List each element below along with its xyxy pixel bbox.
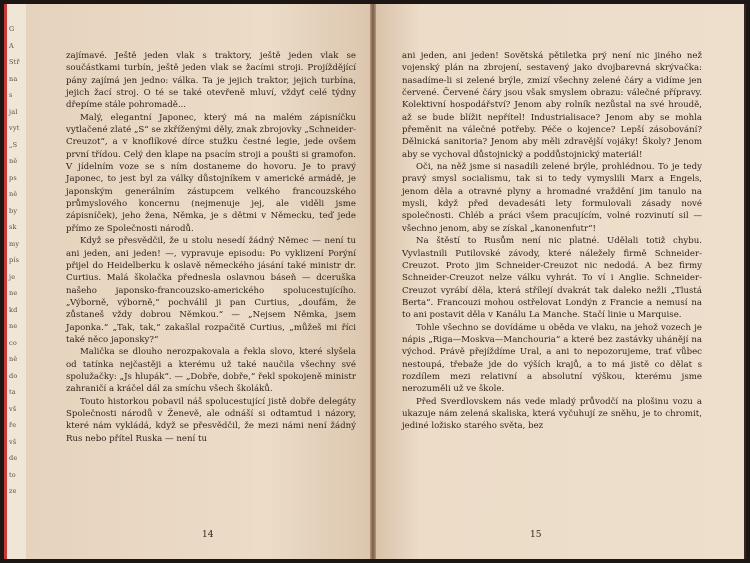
edge-text: A: [9, 41, 14, 50]
paragraph: Když se přesvědčil, že u stolu nesedí žádný Němec — není tu ani jeden, ani jeden! —, vypravuje episodu: Po vyklizení Porýní přijel do Heidelberku k oslavě německého jásání také ministr dr. Curtius. Malá školačka přednesla oslavnou báseň — dceruška našeho japonsko-francouzsko-amerického spolucestujícího. „Výborně, výborně,“ pochválil ji pan Curtius, „doufám, že zůstaneš vždy dobrou Němkou.“ — „Nejsem Němka, jsem Japonka.“ „Tak, tak,“ zakašlal rozpačitě Curtius, „můžeš mi říci také něco japonsky?“: [66, 236, 356, 345]
left-page-number: 14: [202, 530, 214, 540]
page-edge-strip: [4, 4, 7, 559]
edge-text: vš: [9, 437, 17, 446]
left-page-text: [66, 50, 356, 445]
edge-text: ta: [9, 388, 16, 396]
edge-text: do: [9, 371, 18, 380]
edge-text: ne: [9, 289, 18, 297]
edge-text: ně: [9, 190, 18, 198]
edge-text: ře: [9, 421, 17, 429]
edge-text: jal: [9, 107, 18, 116]
edge-text: ze: [9, 487, 17, 495]
edge-text: co: [9, 338, 17, 347]
edge-text: de: [9, 454, 18, 462]
edge-text: vyt: [9, 124, 20, 132]
right-page-text: [402, 50, 702, 433]
paragraph: Tohle všechno se dovídáme u oběda ve vlaku, na jehož vozech je nápis „Riga—Moskva—Manchouria“ a které bez zastávky uhánějí na východ. Právě přejíždíme Ural, a ani to nepozorujeme, trať vůbec nestoupá, třebaže jde do výších krajů, a to má jistě co dělat s rozdílem mezi relativní a absolutní výškou, kterému jsme nerozuměli už ve škole.: [402, 322, 702, 395]
right-page: [376, 4, 744, 559]
edge-text: ps: [9, 173, 17, 182]
edge-text: je: [9, 272, 16, 281]
edge-text: s: [9, 91, 13, 99]
edge-text: kd: [9, 305, 18, 314]
edge-text: to: [9, 470, 16, 479]
edge-text: by: [9, 206, 18, 215]
edge-text: G: [9, 25, 15, 33]
edge-text: vš: [9, 404, 17, 413]
previous-page-edge: [4, 4, 26, 559]
edge-text: my: [9, 239, 20, 248]
edge-text: sk: [9, 223, 17, 231]
edge-text: ně: [9, 355, 18, 363]
paragraph: Na štěstí to Rusům není nic platné. Udělali totiž chybu. Vyvlastnili Putilovské závody, které náležely firmě Schneider-Creuzot. Proto jim Schneider-Creuzot nic nedodá. A bez firmy Schneider-Creuzot nelze válku vyhrát. To ví i Anglie. Schneider-Creuzot vyrábí děla, která střílejí dvakrát tak daleko nežli „Tlustá Berta“. Francouzi mohou ostřelovat Londýn z Francie a nemusí na to ani postavit děla v Kanálu La Manche. Stačí linie u Marquise.: [402, 236, 702, 321]
edge-text: „S: [9, 140, 18, 149]
edge-text: Stř: [9, 58, 20, 66]
book-spread: [4, 4, 746, 559]
paragraph: Před Sverdlovskem nás vede mladý průvodčí na plošinu vozu a ukazuje nám zelená skaliska, která vyčuhují ze sněhu, je to chromit, jediné ložisko starého světa, bez: [402, 396, 702, 432]
paragraph: Malička se dlouho nerozpakovala a řekla slovo, které slyšela od tatínka nejčastěji a kterému už také naučila všechny své spolužačky: „Js hlupák“. — „Dobře, dobře,“ řekl spokojeně ministr zahraničí a kráčel dál za smíchu všech školáků.: [66, 347, 356, 395]
edge-text: na: [9, 74, 18, 83]
paragraph: Malý, elegantní Japonec, který má na malém zápisníčku vytlačené zlaté „S“ se zkříženými děly, znak zbrojovky „Schneider-Creuzot“, a v knoflíkové dírce stužku čestné legie, jede ovšem první třídou. Celý den klape na psacím stroji a poušti si gramofon. V jídelním voze se s ním dostaneme do hovoru. Je to pravý Japonec, to jest byl za války důstojníkem v americké armádě, je japonským generálním zástupcem velkého francouzského průmyslového koncernu (nejmenuje jej, ale viděli jsme zápisníček), jeho žena, Němka, je s dětmi v Německu, teď jede přímo ze Společnosti národů.: [66, 112, 356, 234]
paragraph: Oči, na něž jsme si nasadili zelené brýle, prohlédnou. To je tedy pravý smysl socialismu, tak si to tedy vymyslili Marx a Engels, jenom děla a otravné plyny a hromadné vraždění jim tanulo na mysli, když před devadesáti lety formulovali zásady nové společnosti. Chléb a práci všem pracujícím, volné rozvinutí sil — všechno jenom, aby se získal „kanonenfutr“!: [402, 162, 702, 234]
edge-text: ne: [9, 322, 18, 330]
edge-text: ně: [9, 157, 18, 165]
paragraph: zajímavé. Ještě jeden vlak s traktory, ještě jeden vlak se součástkami turbín, ještě jeden vlak se žacími stroji. Projíždějící pány zajímá jen jedno: válka. Ta je jejich traktor, jejich turbína, jejich žací stroj. O té se také otevřeně mluví, vždyť celé týdny dřepíme stále pohromadě...: [66, 51, 356, 111]
right-page-number: 15: [530, 530, 542, 540]
left-page: [26, 4, 370, 559]
edge-text: pís: [9, 256, 20, 264]
paragraph: ani jeden, ani jeden! Sovětská pětiletka prý není nic jiného než vojenský plán na zbrojení, sestavený jako dvojbarevná skrývačka: nasadíme-li si zelené brýle, zmizí všechny zelené čáry a vidíme jen červené. Červené čáry jsou však smyslem obrazu: válečné přípravy. Kolektivní hospodářství? Jenom aby rolník nezůstal na své hroudě, až se bude blížit nepřítel! Industrialisace? Jenom aby se mohla přeměnit na válečné potřeby. Péče o kojence? Lepší zásobování? Dělnická sanitoria? Jenom aby měli zdravější vojáky! Školy? Jenom aby se vychoval důstojnický a poddůstojnický materiál!: [402, 51, 702, 160]
paragraph: Touto historkou pobavil náš spolucestující jistě dobře delegáty Společnosti národů v Ženevě, ale odnáší si odtamtud i názory, které nám vykládá, když se přesvědčil, že mezi námi není žádný Rus nebo přítel Ruska — není tu: [66, 396, 356, 444]
